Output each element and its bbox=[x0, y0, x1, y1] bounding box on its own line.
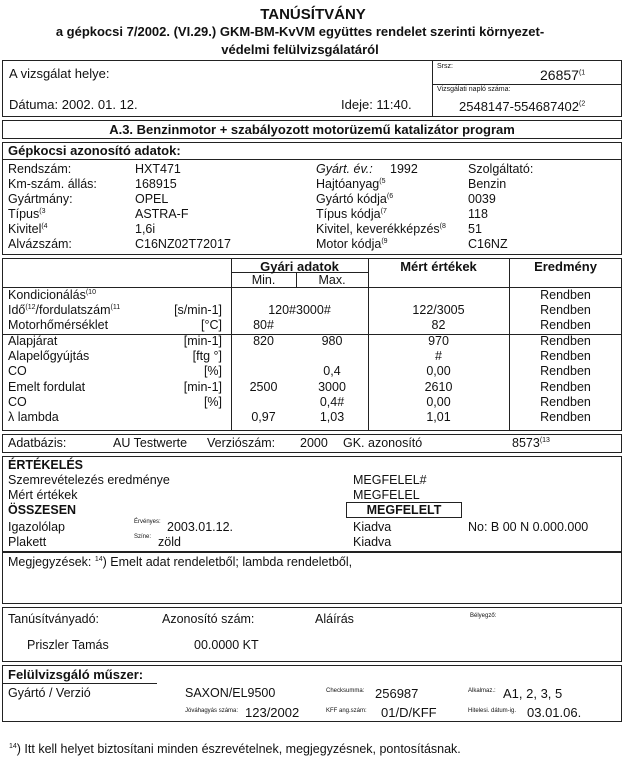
measure-name: CO bbox=[8, 364, 27, 378]
type-label: Típus$^{(3}$ bbox=[8, 207, 46, 221]
measure-unit: [min-1] bbox=[183, 334, 222, 348]
make-value: OPEL bbox=[135, 192, 169, 206]
vehicle-heading: Gépkocsi azonosító adatok: bbox=[8, 143, 181, 158]
measure-name: Motorhőmérséklet bbox=[8, 318, 109, 332]
measure-result: Rendben bbox=[540, 288, 591, 302]
engine-code-label: Motor kódja$^{(9}$ bbox=[316, 237, 388, 251]
manuf-year-label: Gyárt. év.: bbox=[316, 162, 373, 176]
fuel-label: Hajtóanyag$^{(5}$ bbox=[316, 177, 386, 191]
issuer-label: Tanúsítványadó: bbox=[8, 612, 100, 626]
issuer-name: Priszler Tamás bbox=[27, 638, 109, 652]
header-line-1: a gépkocsi 7/2002. (VI.29.) GKM-BM-KvVM együttes rendelet szerinti környezet- bbox=[55, 24, 545, 39]
plate-sticker-label: Plakett bbox=[8, 535, 47, 549]
provider-label: Szolgáltató: bbox=[468, 162, 534, 176]
srsz-label: Srsz: bbox=[437, 63, 453, 70]
measure-value: 122/3005 bbox=[412, 303, 465, 317]
measure-result: Rendben bbox=[540, 410, 591, 424]
kff-label: KFF ang.szám: bbox=[326, 708, 367, 714]
plate-status: Kiadva bbox=[353, 535, 392, 549]
log-value: 2548147-554687402$^{(2}$ bbox=[459, 99, 586, 114]
measure-min: 2500 bbox=[249, 380, 278, 394]
exam-time: Ideje: 11:40. bbox=[341, 97, 412, 112]
km-label: Km-szám. állás: bbox=[8, 177, 97, 191]
valid-value: 2003.01.12. bbox=[167, 520, 234, 534]
engine-code-value: C16NZ bbox=[468, 237, 508, 251]
make-label: Gyártmány: bbox=[8, 192, 73, 206]
measure-name: Emelt fordulat bbox=[8, 380, 86, 394]
maker-value: SAXON/EL9500 bbox=[185, 686, 276, 700]
cert-label: Igazolólap bbox=[8, 520, 65, 534]
measure-result: Rendben bbox=[540, 395, 591, 409]
exam-place-label: A vizsgálat helye: bbox=[9, 66, 110, 81]
measure-result: Rendben bbox=[540, 380, 591, 394]
approval-label: Jóváhagyás száma: bbox=[185, 708, 239, 714]
col-factory: Gyári adatok bbox=[260, 259, 339, 274]
measure-result: Rendben bbox=[540, 364, 591, 378]
footnote: $^{14}$) Itt kell helyet biztosítani minden észrevételnek, megjegyzésnek, pontosításnak. bbox=[9, 742, 461, 756]
fuel-value: Benzin bbox=[468, 177, 507, 191]
measure-result: Rendben bbox=[540, 349, 591, 363]
measure-min: 120#3000# bbox=[268, 303, 331, 317]
type-code-value: 118 bbox=[468, 207, 488, 221]
version-value: 2000 bbox=[300, 436, 328, 450]
measure-name: λ lambda bbox=[8, 410, 59, 424]
vin-value: C16NZ02T72017 bbox=[135, 237, 231, 251]
km-value: 168915 bbox=[135, 177, 177, 191]
instrument-heading: Felülvizsgáló műszer: bbox=[8, 667, 144, 682]
version-label: Verziószám: bbox=[207, 436, 276, 450]
measure-min: 820 bbox=[253, 334, 274, 348]
measured-label: Mért értékek bbox=[8, 488, 78, 502]
evaluation-box bbox=[2, 456, 622, 552]
measure-unit: [ftg °] bbox=[192, 349, 222, 363]
col-result: Eredmény bbox=[534, 259, 597, 274]
measure-result: Rendben bbox=[540, 318, 591, 332]
stamp-label: Bélyegző: bbox=[470, 613, 497, 619]
measure-unit: [s/min-1] bbox=[174, 303, 222, 317]
color-label: Színe: bbox=[134, 534, 152, 540]
plate-value: HXT471 bbox=[135, 162, 181, 176]
database-value: AU Testwerte bbox=[113, 436, 188, 450]
srsz-value: 26857$^{(1}$ bbox=[540, 67, 586, 83]
mixture-value: 51 bbox=[468, 222, 482, 236]
measure-unit: [%] bbox=[203, 395, 222, 409]
color-value: zöld bbox=[158, 535, 181, 549]
maker-label: Gyártó / Verzió bbox=[8, 686, 91, 700]
exam-date: Dátuma: 2002. 01. 12. bbox=[9, 97, 138, 112]
type-code-label: Típus kódja$^{(7}$ bbox=[316, 207, 387, 221]
manuf-year-value: 1992 bbox=[390, 162, 418, 176]
visual-label: Szemrevételezés eredménye bbox=[8, 473, 170, 487]
measure-value: 0,00 bbox=[426, 395, 451, 409]
measure-max: 0,4 bbox=[323, 364, 341, 378]
log-label: Vizsgálati napló száma: bbox=[437, 86, 511, 93]
applic-label: Alkalmaz.: bbox=[468, 688, 496, 694]
type-value: ASTRA-F bbox=[135, 207, 189, 221]
issuer-id-label: Azonosító szám: bbox=[162, 612, 255, 626]
cert-status: Kiadva bbox=[353, 520, 392, 534]
measure-name: CO bbox=[8, 395, 27, 409]
measure-unit: [%] bbox=[203, 364, 222, 378]
measure-result: Rendben bbox=[540, 334, 591, 348]
issuer-id-value: 00.0000 KT bbox=[194, 638, 259, 652]
evaluation-heading: ÉRTÉKELÉS bbox=[8, 458, 84, 472]
total-value: MEGFELELT bbox=[366, 503, 442, 517]
col-measured: Mért értékek bbox=[400, 259, 477, 274]
measure-value: 1,01 bbox=[426, 410, 451, 424]
checksum-label: Checksumma: bbox=[326, 688, 365, 694]
variant-value: 1,6i bbox=[135, 222, 156, 236]
measure-name: Idő$^{(12}$/fordulatszám$^{(11}$ bbox=[8, 303, 121, 317]
calib-label: Hitelesi. dátum-ig. bbox=[468, 708, 517, 714]
measure-unit: [min-1] bbox=[183, 380, 222, 394]
approval-value: 123/2002 bbox=[245, 705, 300, 720]
kff-value: 01/D/KFF bbox=[381, 705, 437, 720]
measure-value: 970 bbox=[428, 334, 449, 348]
database-label: Adatbázis: bbox=[8, 436, 67, 450]
measure-min: 0,97 bbox=[251, 410, 276, 424]
measure-max: 980 bbox=[321, 334, 343, 348]
measure-name: Kondicionálás$^{(10}$ bbox=[8, 288, 96, 302]
applic-value: A1, 2, 3, 5 bbox=[503, 686, 563, 701]
measured-value: MEGFELEL bbox=[353, 488, 420, 502]
measure-value: 0,00 bbox=[426, 364, 451, 378]
plate-label: Rendszám: bbox=[8, 162, 72, 176]
variant-label: Kivitel$^{(4}$ bbox=[8, 222, 48, 236]
maker-code-value: 0039 bbox=[468, 192, 496, 206]
measure-value: 82 bbox=[431, 318, 446, 332]
gk-label: GK. azonosító bbox=[343, 436, 423, 450]
visual-value: MEGFELEL# bbox=[353, 473, 427, 487]
col-max: Max. bbox=[318, 273, 346, 287]
maker-code-label: Gyártó kódja$^{(6}$ bbox=[316, 192, 394, 206]
measure-max: 1,03 bbox=[319, 410, 345, 424]
remarks: Megjegyzések: $^{14}$) Emelt adat rendeletből; lambda rendeletből, bbox=[8, 555, 353, 569]
valid-label: Érvényes: bbox=[134, 519, 161, 525]
cert-number: No: B 00 N 0.000.000 bbox=[468, 520, 589, 534]
vin-label: Alvázszám: bbox=[8, 237, 72, 251]
measure-result: Rendben bbox=[540, 303, 591, 317]
measure-value: # bbox=[435, 349, 442, 363]
mixture-label: Kivitel, keverékképzés$^{(8}$ bbox=[316, 222, 446, 236]
program-title: A.3. Benzinmotor + szabályozott motorüzemű katalizátor program bbox=[109, 122, 515, 137]
checksum-value: 256987 bbox=[375, 686, 419, 701]
calib-value: 03.01.06. bbox=[527, 705, 582, 720]
gk-value: 8573$^{(13}$ bbox=[512, 436, 550, 450]
measure-value: 2610 bbox=[424, 380, 453, 394]
measure-max: 0,4# bbox=[319, 395, 345, 409]
measure-max: 3000 bbox=[318, 380, 346, 394]
header-line-2: védelmi felülvizsgálatáról bbox=[221, 42, 379, 57]
measure-unit: [°C] bbox=[201, 318, 222, 332]
measure-min: 80# bbox=[253, 318, 274, 332]
col-min: Min. bbox=[251, 273, 276, 287]
measure-name: Alapelőgyújtás bbox=[8, 349, 90, 363]
measure-name: Alapjárat bbox=[8, 334, 58, 348]
certificate-title: TANÚSÍTVÁNY bbox=[260, 6, 366, 23]
total-label: ÖSSZESEN bbox=[8, 503, 77, 517]
signature-label: Aláírás bbox=[315, 612, 354, 626]
